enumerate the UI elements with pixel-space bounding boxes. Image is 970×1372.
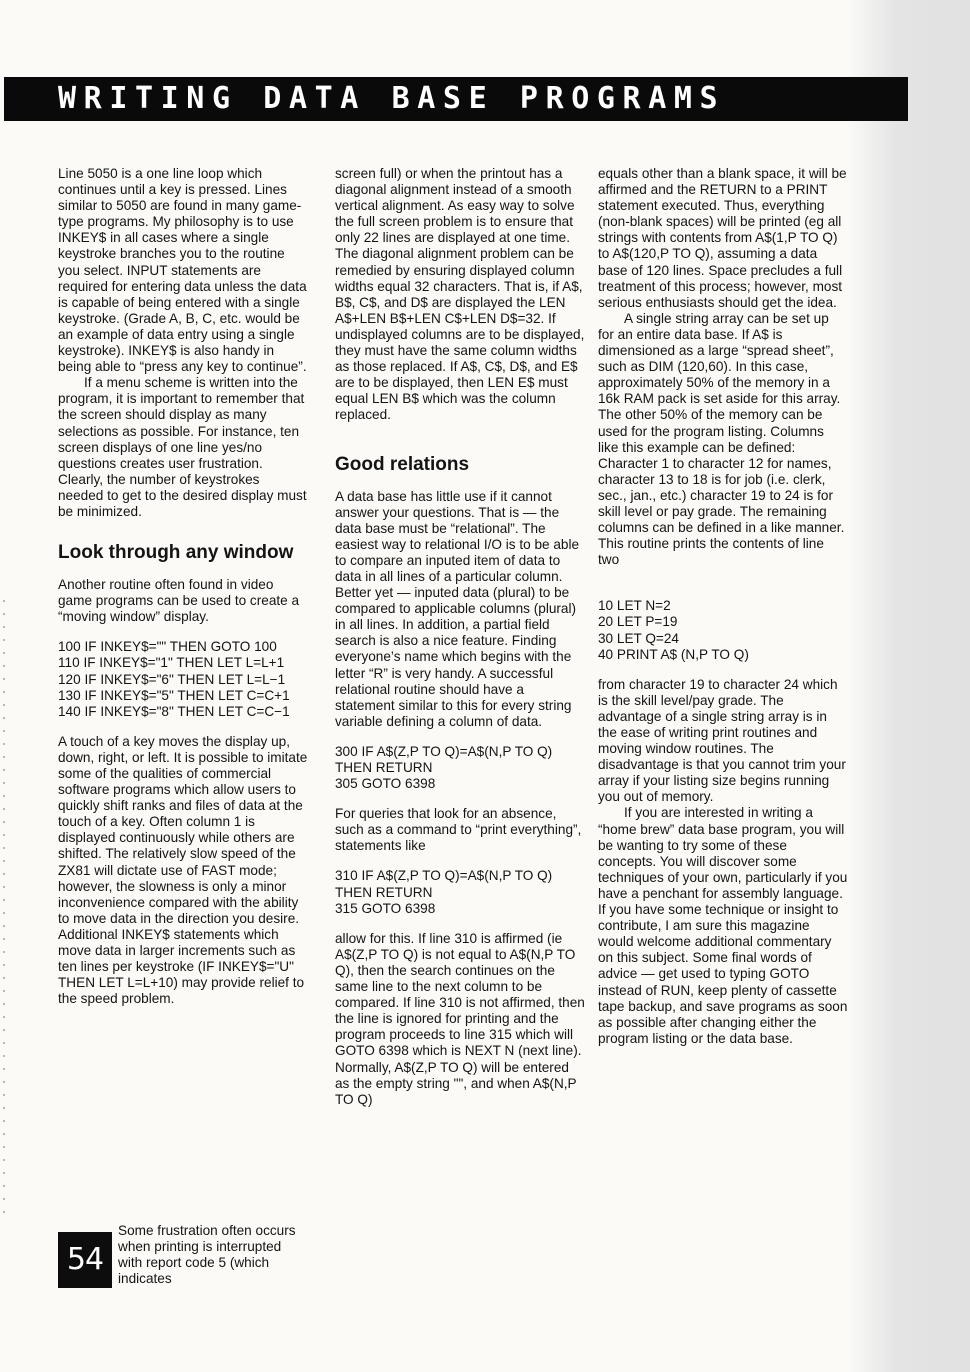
page-number: 54 bbox=[58, 1232, 112, 1288]
code-line: 40 PRINT A$ (N,P TO Q) bbox=[598, 646, 749, 662]
paragraph: A touch of a key moves the display up, down, right, or left. It is possible to imitate some of the qualities of commercial software programs which allow users to quickly shift ranks and files of data at the touch of a key. Often column 1 is displayed continuously while others are shifted. The relatively slow speed of the ZX81 will dictate use of FAST mode; however, the slowness is only a minor inconvenience compared with the ability to move data in the direction you desire. Additional INKEY$ statements which move data in larger increments such as ten lines per keystroke (IF INKEY$="U" THEN LET L=L+10) may provide relief to the speed problem. bbox=[58, 733, 308, 1007]
code-line: 300 IF A$(Z,P TO Q)=A$(N,P TO Q) bbox=[335, 743, 553, 759]
section-heading: Good relations bbox=[335, 453, 470, 475]
paragraph: Another routine often found in video game programs can be used to create a “moving window” display. bbox=[58, 577, 300, 625]
column-2 bbox=[335, 166, 585, 1108]
paragraph: If you are interested in writing a “home brew” data base program, you will be wanting to try some of these concepts. You will discover some techniques of your own, particularly if you have a penchant for assembly language. If you have some technique or insight to contribute, I am sure this magazine would welcome additional commentary on this subject. Some final words of advice — get used to typing GOTO instead of RUN, keep plenty of cassette tape backup, and save programs as soon as possible after changing either the program listing or the data base. bbox=[598, 805, 848, 1046]
code-line: 130 IF INKEY$="5" THEN LET C=C+1 bbox=[58, 687, 290, 703]
code-listing bbox=[335, 744, 585, 792]
code-line: 140 IF INKEY$="8" THEN LET C=C−1 bbox=[58, 703, 290, 719]
code-line: 315 GOTO 6398 bbox=[335, 900, 436, 916]
paragraph: allow for this. If line 310 is affirmed (ie A$(Z,P TO Q) is not equal to A$(N,P TO Q), then the search continues on the same line to the next column to be compared. If line 310 is not affirmed, then the line is ignored for printing and the program proceeds to line 315 which will GOTO 6398 which is NEXT N (next line). Normally, A$(Z,P TO Q) will be entered as the empty string "", and when A$(N,P TO Q) bbox=[335, 930, 585, 1107]
paragraph: For queries that look for an absence, such as a command to “print everything”, statements like bbox=[335, 806, 582, 854]
code-line: THEN RETURN bbox=[335, 760, 433, 775]
code-line: 120 IF INKEY$="6" THEN LET L=L−1 bbox=[58, 671, 286, 687]
paragraph: A single string array can be set up for an entire data base. If A$ is dimensioned as a large “spread sheet”, such as DIM (120,60). In this case, approximately 50% of the memory in a 16k RAM pack is set aside for this array. The other 50% of the memory can be used for the program listing. Columns like this example can be defined: Character 1 to character 12 for names, character 13 to 18 is for job (i.e. clerk, sec., jan., etc.) character 19 to 24 is for skill level or pay grade. The remaining columns can be defined in a like manner. This routine prints the contents of line two bbox=[598, 310, 845, 568]
code-line: 30 LET Q=24 bbox=[598, 630, 679, 646]
code-listing bbox=[58, 639, 308, 719]
column-1 bbox=[58, 166, 308, 1007]
paragraph: screen full) or when the printout has a diagonal alignment instead of a smooth vertical alignment. As easy way to solve the full screen problem is to ensure that only 22 lines are displayed at one time. The diagonal alignment problem can be remedied by ensuring displayed column widths equal 32 characters. That is, if A$, B$, C$, and D$ are displayed the LEN A$+LEN B$+LEN C$+LEN D$=32. If undisplayed columns are to be displayed, they must have the same column widths as those replaced. If A$, C$, D$, and E$ are to be displayed, then LEN E$ must equal LEN B$ which was the column replaced. bbox=[335, 166, 585, 423]
column-3 bbox=[598, 166, 848, 1047]
page-edge-shadow bbox=[848, 0, 970, 1372]
code-line: 100 IF INKEY$="" THEN GOTO 100 bbox=[58, 639, 277, 655]
paragraph: Some frustration often occurs when printing is interrupted with report code 5 (which indicates bbox=[118, 1223, 296, 1287]
paragraph: If a menu scheme is written into the program, it is important to remember that the screen should display as many selections as possible. For instance, ten screen displays of one line yes/no questions creates user frustration. Clearly, the number of keystrokes needed to get to the desired display must be minimized. bbox=[58, 375, 307, 519]
code-line: 110 IF INKEY$="1" THEN LET L=L+1 bbox=[58, 655, 285, 671]
code-line: 10 LET N=2 bbox=[598, 598, 671, 614]
paragraph: Line 5050 is a one line loop which continues until a key is pressed. Lines similar to 5050 are found in many game-type programs. My philosophy is to use INKEY$ in all cases where a single keystroke branches you to the routine you select. INPUT statements are required for entering data unless the data is capable of being entered with a single keystroke. (Grade A, B, C, etc. would be an example of data entry using a single keystroke). INKEY$ is also handy in being able to “press any key to continue”. bbox=[58, 166, 307, 375]
code-line: 305 GOTO 6398 bbox=[335, 776, 436, 792]
code-line: 310 IF A$(Z,P TO Q)=A$(N,P TO Q) bbox=[335, 868, 553, 884]
article-title: WRITING DATA BASE PROGRAMS bbox=[58, 81, 726, 116]
code-line: THEN RETURN bbox=[335, 884, 433, 900]
section-heading: Look through any window bbox=[58, 542, 294, 564]
paragraph: from character 19 to character 24 which is the skill level/pay grade. The advantage of a single string array is in the ease of writing print routines and moving window routines. The disadvantage is that you cannot trim your array if your listing size begins running you out of memory. bbox=[598, 676, 846, 805]
code-listing bbox=[598, 598, 848, 662]
code-listing bbox=[335, 868, 585, 916]
paragraph: A data base has little use if it cannot answer your questions. That is — the data base must be “relational”. The easiest way to relational I/O is to be able to compare an inputed item of data to data in all lines of a particular column. Better yet — inputed data (plural) to be compared to applicable columns (plural) in all lines. In addition, a partial field search is also a nice feature. Finding everyone’s name which begins with the letter “R” is very handy. A successful relational routine should have a statement similar to this for every string variable defining a column of data. bbox=[335, 488, 580, 729]
title-banner bbox=[4, 77, 908, 121]
binding-marks bbox=[3, 600, 5, 1220]
code-line: 20 LET P=19 bbox=[598, 614, 678, 630]
paragraph: equals other than a blank space, it will be affirmed and the RETURN to a PRINT statement executed. Thus, everything (non-blank spaces) will be printed (eg all strings with contents from A$(1,P TO Q) to A$(120,P TO Q), assuming a data base of 120 lines. Space precludes a full treatment of this process; however, most serious enthusiasts should get the idea. bbox=[598, 166, 847, 310]
